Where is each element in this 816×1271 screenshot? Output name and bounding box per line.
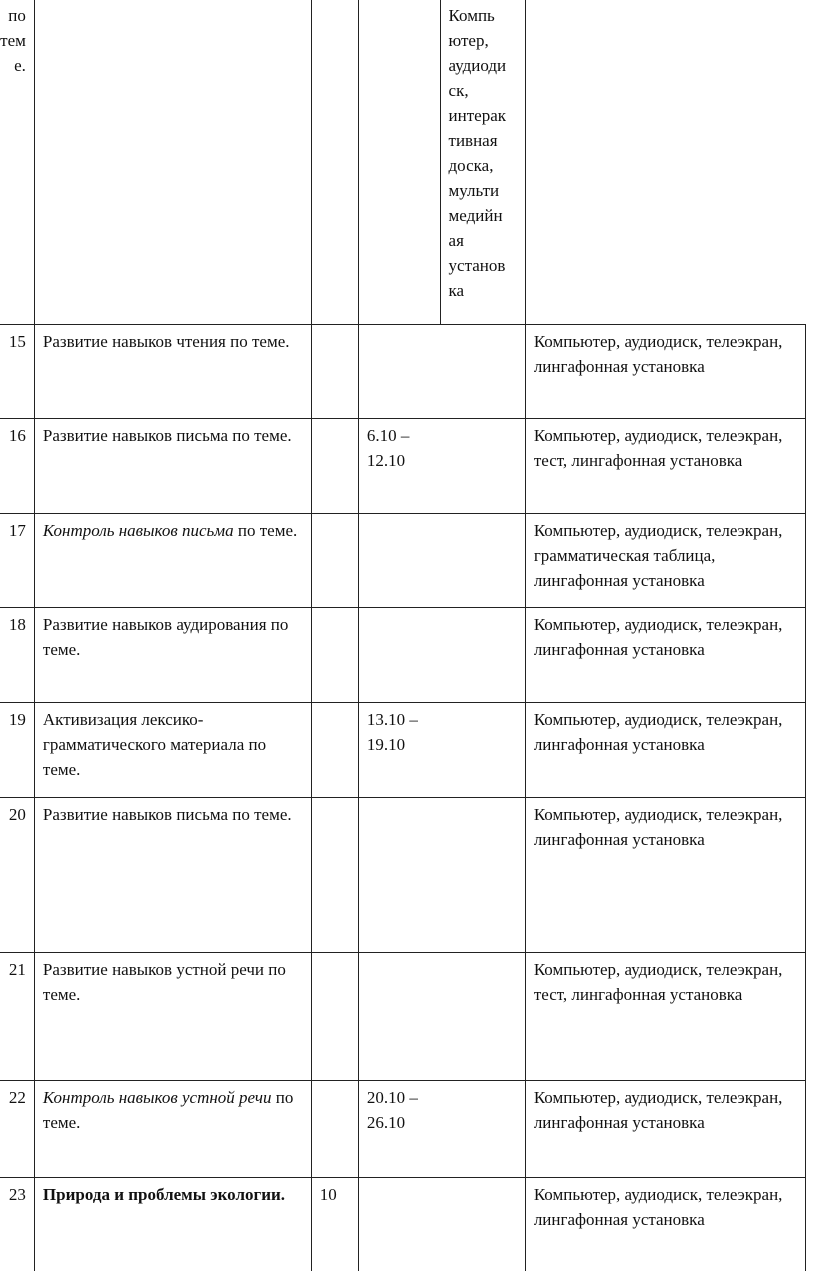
equipment-cell: Компьютер, аудиодиск, телеэкран, тест, лингафонная установка bbox=[525, 419, 805, 514]
date-cell bbox=[358, 0, 440, 325]
date-cell bbox=[358, 514, 525, 608]
table-row bbox=[0, 325, 806, 419]
topic-cell: Развитие навыков устной речи по теме. bbox=[34, 953, 311, 1081]
topic-rest: по теме. bbox=[42, 1088, 294, 1132]
topic-cell: Активизация лексико-грамматического материала по теме. bbox=[34, 703, 311, 798]
hours-cell bbox=[311, 419, 358, 514]
table-row bbox=[0, 953, 806, 1081]
topic-italic: Контроль навыков устной речи bbox=[42, 1088, 272, 1107]
date-cell: 13.10 – 19.10 bbox=[358, 703, 525, 798]
hours-cell bbox=[311, 514, 358, 608]
equipment-cell: Компьютер, аудиодиск, телеэкран, лингафонная установка bbox=[525, 798, 805, 953]
lesson-number-cell: 22 bbox=[0, 1081, 34, 1178]
table-row bbox=[0, 514, 806, 608]
hours-cell bbox=[311, 1081, 358, 1178]
topic-cell: Развитие навыков письма по теме. bbox=[34, 419, 311, 514]
table-row bbox=[0, 608, 806, 703]
equipment-cell: Компьютер, аудиодиск, телеэкран, лингафонная установка bbox=[525, 608, 805, 703]
topic-rest: по теме. bbox=[233, 521, 298, 540]
hours-cell bbox=[311, 798, 358, 953]
lesson-number-cell: 21 bbox=[0, 953, 34, 1081]
date-cell: 20.10 – 26.10 bbox=[358, 1081, 525, 1178]
table-row bbox=[0, 703, 806, 798]
topic-cell: Развитие навыков аудирования по теме. bbox=[34, 608, 311, 703]
hours-cell bbox=[311, 608, 358, 703]
equipment-cell bbox=[525, 0, 805, 325]
equipment-cell: Компьютер, аудиодиск, телеэкран, лингафонная установка bbox=[525, 1081, 805, 1178]
topic-cell: Развитие навыков письма по теме. bbox=[34, 798, 311, 953]
hours-cell bbox=[311, 703, 358, 798]
table-row bbox=[0, 798, 806, 953]
table-row bbox=[0, 419, 806, 514]
equipment-cell: Компьютер, аудиодиск, телеэкран, лингафонная установка bbox=[525, 1178, 805, 1271]
lesson-number-cell: 15 bbox=[0, 325, 34, 419]
table-row bbox=[0, 1178, 806, 1271]
lesson-number-cell: 19 bbox=[0, 703, 34, 798]
hours-cell bbox=[311, 0, 358, 325]
equipment-cell: Компьютер, аудиодиск, телеэкран, грамматическая таблица, лингафонная установка bbox=[525, 514, 805, 608]
topic-cell: Природа и проблемы экологии. bbox=[34, 1178, 311, 1271]
hours-cell: 10 bbox=[311, 1178, 358, 1271]
topic-cell bbox=[34, 0, 311, 325]
table-row bbox=[0, 1081, 806, 1178]
lesson-number-cell: 17 bbox=[0, 514, 34, 608]
hours-cell bbox=[311, 953, 358, 1081]
hours-cell bbox=[311, 325, 358, 419]
equipment-cell: Компьютер, аудиодиск, телеэкран, тест, лингафонная установка bbox=[525, 953, 805, 1081]
lesson-number-cell: 18 bbox=[0, 608, 34, 703]
lesson-number-cell: 16 bbox=[0, 419, 34, 514]
date-cell bbox=[358, 798, 525, 953]
equipment-cell: Компьютер, аудиодиск, телеэкран, лингафонная установка bbox=[525, 703, 805, 798]
table-row bbox=[0, 0, 806, 325]
equipment-cell: Компьютер, аудиодиск, телеэкран, лингафонная установка bbox=[525, 325, 805, 419]
topic-cell bbox=[34, 514, 311, 608]
date-cell: 6.10 – 12.10 bbox=[358, 419, 525, 514]
date-cell bbox=[358, 325, 525, 419]
topic-italic: Контроль навыков письма bbox=[42, 521, 234, 540]
lesson-number-cell: по тем е. bbox=[0, 0, 34, 325]
date-cell bbox=[358, 608, 525, 703]
equipment-narrow-cell: Компь ютер, аудиоди ск, интерак тивная доска, мульти медийн ая установ ка bbox=[440, 0, 525, 325]
lesson-number-cell: 23 bbox=[0, 1178, 34, 1271]
date-cell bbox=[358, 1178, 525, 1271]
topic-cell bbox=[34, 1081, 311, 1178]
topic-cell: Развитие навыков чтения по теме. bbox=[34, 325, 311, 419]
date-cell bbox=[358, 953, 525, 1081]
lesson-number-cell: 20 bbox=[0, 798, 34, 953]
